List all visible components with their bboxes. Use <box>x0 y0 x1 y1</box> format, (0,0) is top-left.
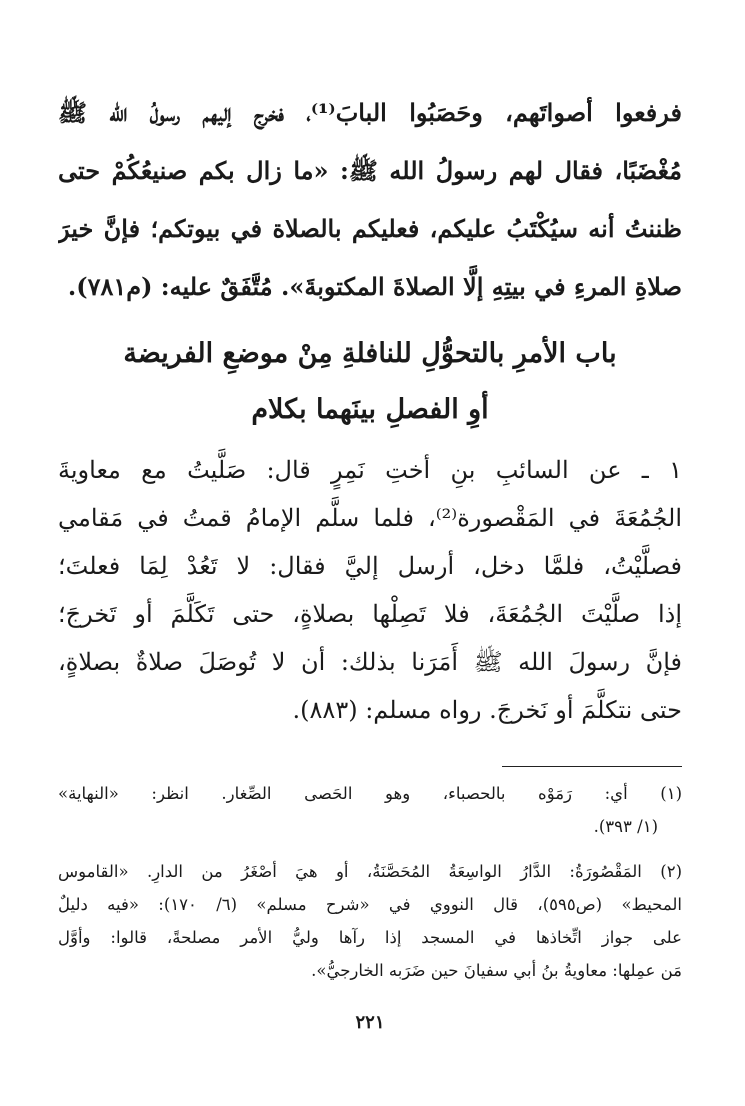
hadith-line-6: حتى نتكلَّمَ أو نَخرجَ. رواه مسلم: (٨٨٣). <box>292 696 682 724</box>
hadith-line-2: الجُمُعَةَ في المَقْصورة⁽²⁾، فلما سلَّم الإمامُ قمتُ في مَقامي <box>58 504 682 532</box>
top-paragraph-line-3: ظننتُ أنه سيُكْتَبُ عليكم، فعليكم بالصلاة في بيوتكم؛ فإنَّ خيرَ <box>58 214 682 243</box>
footnote-1-line-2: (١/ ٣٩٣). <box>593 817 658 836</box>
top-paragraph-line-2: مُغْضَبًا، فقال لهم رسولُ الله ﷺ: «ما زال بكم صنيعُكُمْ حتى <box>58 156 682 185</box>
book-page <box>58 84 682 1084</box>
hadith-line-4: إذا صلَّيْتَ الجُمُعَةَ، فلا تَصِلْها بصلاةٍ، حتى تَكَلَّمَ أو تَخرجَ؛ <box>58 600 682 628</box>
footnote-2-line-2: المحيط» (ص٥٩٥)، قال النووي في «شرح مسلم» (٦/ ١٧٠): «فيه دليلٌ <box>58 895 682 914</box>
chapter-heading-line-2: أوِ الفصلِ بينَهما بكلام <box>251 394 489 425</box>
footnote-2-line-3: على جواز اتِّخاذها في المسجد إذا رآها وليُّ الأمر مصلحةً، قالوا: وأوَّل <box>58 928 682 947</box>
footnote-1-line-1: (١) أي: رَمَوْه بالحصباء، وهو الحَصى الصِّغار. انظر: «النهاية» <box>58 784 682 803</box>
hadith-line-5: فإنَّ رسولَ الله ﷺ أَمَرَنا بذلك: أن لا تُوصَلَ صلاةٌ بصلاةٍ، <box>58 648 682 676</box>
top-paragraph-line-4: صلاةِ المرءِ في بيتِهِ إلَّا الصلاةَ المكتوبةَ». مُتَّفَقٌ عليه: (م٧٨١). <box>67 272 682 301</box>
footnote-2-line-1: (٢) المَقْصُورَةُ: الدَّارُ الواسِعَةُ المُحَصَّنَةُ، أو هيَ أصْغَرُ من الدارِ. «القاموس <box>58 862 682 881</box>
footnote-2-line-4: مَن عمِلها: معاويةُ بنُ أبي سفيانَ حين ضَرَبه الخارجيُّ». <box>311 961 682 980</box>
top-paragraph-line-1: فرفعوا أصواتَهم، وحَصَبُوا البابَ⁽¹⁾، فخرج إليهم رسولُ الله ﷺ <box>58 98 682 127</box>
chapter-heading-line-1: باب الأمرِ بالتحوُّلِ للنافلةِ مِنْ موضعِ الفريضة <box>123 338 617 369</box>
page-number: ٢٢١ <box>355 1012 385 1033</box>
footnote-separator <box>502 766 682 767</box>
hadith-line-3: فصلَّيْتُ، فلمَّا دخل، أرسل إليَّ فقال: لا تَعُدْ لِمَا فعلتَ؛ <box>58 552 682 580</box>
hadith-line-1: ١ ـ عن السائبِ بنِ أختِ نَمِرٍ قال: صَلَّيتُ مع معاويةَ <box>58 456 682 484</box>
